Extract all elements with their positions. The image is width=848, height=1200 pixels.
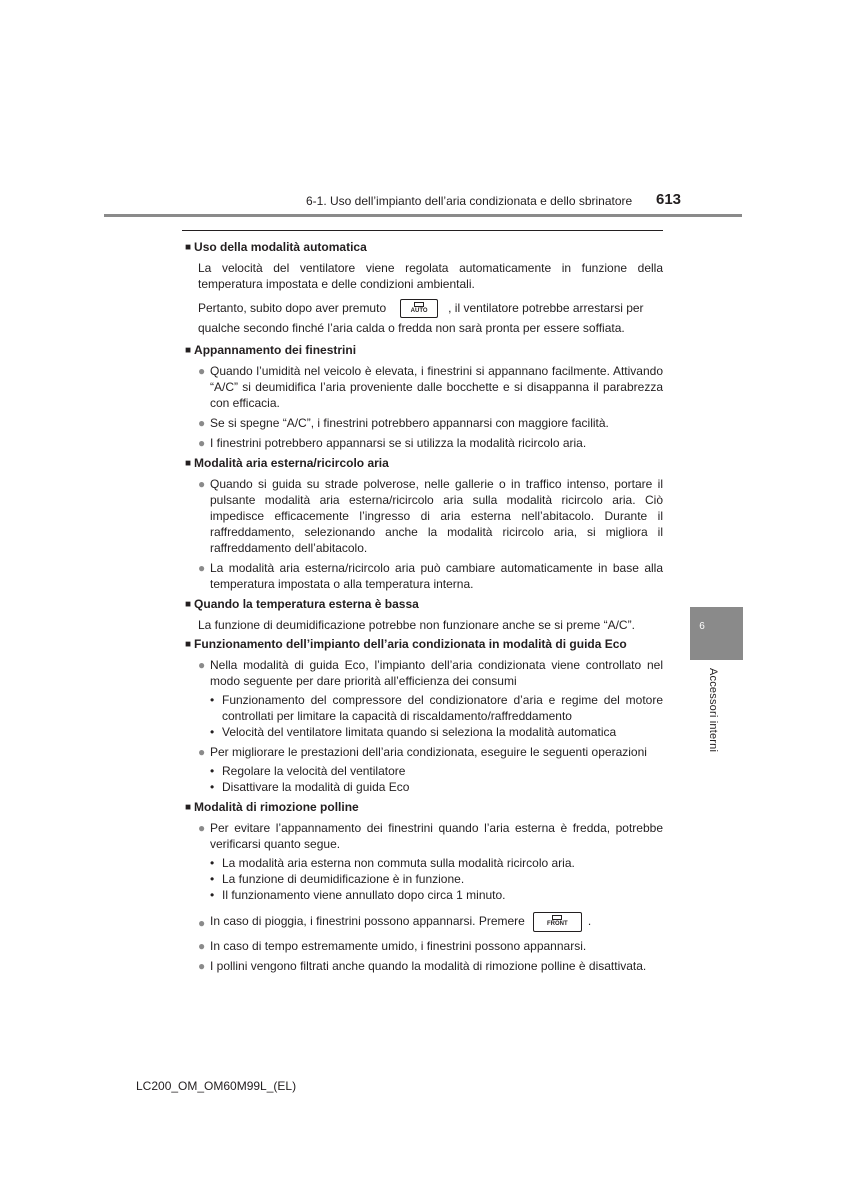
sub-bullet-icon: • bbox=[210, 780, 215, 795]
square-marker-icon: ■ bbox=[185, 599, 192, 611]
section-title-auto-mode: ■ Uso della modalità automatica bbox=[185, 240, 367, 254]
bullet-icon: ● bbox=[198, 959, 206, 974]
section-title-outside-recirculated-air: ■ Modalità aria esterna/ricircolo aria bbox=[185, 456, 389, 471]
square-marker-icon: ■ bbox=[185, 639, 192, 651]
list-item: ● Nella modalità di guida Eco, l’impianto dell’aria condizionata viene controllato nel modo seguente per dare priorità all’efficienza dei consumi bbox=[198, 658, 663, 689]
page-number: 613 bbox=[656, 191, 682, 208]
sub-bullet-icon: • bbox=[210, 764, 215, 779]
sub-list-item: • Regolare la velocità del ventilatore bbox=[210, 764, 406, 779]
list-item: ● In caso di tempo estremamente umido, i finestrini possono appannarsi. bbox=[198, 939, 587, 954]
sub-list-item: • Disattivare la modalità di guida Eco bbox=[210, 780, 410, 795]
section-title-low-outside-temp: ■ Quando la temperatura esterna è bassa bbox=[185, 597, 419, 612]
sub-list-item: • Velocità del ventilatore limitata quando si seleziona la modalità automatica bbox=[210, 725, 617, 740]
list-item: ● Quando l’umidità nel veicolo è elevata, i finestrini si appannano facilmente. Attivando “A/C” si deumidifica l’aria proveniente dalle bocchette e si disappanna il parabrezza con efficacia. bbox=[198, 364, 663, 411]
bullet-icon: ● bbox=[198, 939, 206, 954]
square-marker-icon: ■ bbox=[185, 345, 192, 357]
sub-list-item: • La funzione di deumidificazione è in funzione. bbox=[210, 872, 465, 887]
sub-bullet-icon: • bbox=[210, 693, 215, 708]
sub-bullet-icon: • bbox=[210, 725, 215, 740]
content-top-rule bbox=[182, 230, 663, 231]
paragraph: La funzione di deumidificazione potrebbe non funzionare anche se si preme “A/C”. bbox=[198, 618, 635, 633]
sub-list bbox=[185, 763, 663, 795]
list-item: ● I finestrini potrebbero appannarsi se si utilizza la modalità ricircolo aria. bbox=[198, 436, 587, 451]
bullet-icon: ● bbox=[198, 561, 206, 576]
bullet-icon: ● bbox=[198, 416, 206, 431]
chapter-label: Accessori interni bbox=[707, 668, 719, 753]
list-item: ● Se si spegne “A/C”, i finestrini potrebbero appannarsi con maggiore facilità. bbox=[198, 416, 609, 431]
bullet-icon: ● bbox=[198, 745, 206, 760]
front-defroster-button-icon: FRONT bbox=[533, 912, 582, 932]
sub-list-item: • La modalità aria esterna non commuta sulla modalità ricircolo aria. bbox=[210, 856, 575, 871]
list-item: ● I pollini vengono filtrati anche quando la modalità di rimozione polline è disattivata. bbox=[198, 959, 647, 974]
auto-button-icon: AUTO bbox=[400, 299, 438, 318]
bullet-icon: ● bbox=[198, 916, 206, 931]
bullet-icon: ● bbox=[198, 436, 206, 451]
section-title-window-fogging: ■ Appannamento dei finestrini bbox=[185, 343, 357, 358]
chapter-tab bbox=[690, 607, 743, 660]
sub-bullet-icon: • bbox=[210, 872, 215, 887]
section-title-eco-mode: ■ Funzionamento dell’impianto dell’aria condizionata in modalità di guida Eco bbox=[185, 637, 627, 652]
list-item: ● La modalità aria esterna/ricircolo aria può cambiare automaticamente in base alla temperatura impostata o alla temperatura interna. bbox=[198, 561, 663, 592]
square-marker-icon: ■ bbox=[185, 458, 192, 470]
sub-bullet-icon: • bbox=[210, 888, 215, 903]
sub-bullet-icon: • bbox=[210, 856, 215, 871]
bullet-icon: ● bbox=[198, 364, 206, 379]
sub-list bbox=[185, 692, 663, 740]
chapter-number: 6 bbox=[699, 621, 705, 632]
sub-list bbox=[185, 855, 663, 903]
bullet-icon: ● bbox=[198, 821, 206, 836]
paragraph: La velocità del ventilatore viene regolata automaticamente in funzione della temperatura impostata e delle condizioni ambientali. bbox=[198, 261, 663, 291]
square-marker-icon: ■ bbox=[185, 242, 192, 253]
square-marker-icon: ■ bbox=[185, 802, 192, 814]
footer-code: LC200_OM_OM60M99L_(EL) bbox=[136, 1079, 297, 1093]
list-item: ● Per migliorare le prestazioni dell’aria condizionata, eseguire le seguenti operazioni bbox=[198, 745, 647, 760]
paragraph: qualche secondo finché l’aria calda o fredda non sarà pronta per essere soffiata. bbox=[198, 321, 625, 336]
list-item: ● Quando si guida su strade polverose, nelle gallerie o in traffico intenso, portare il pulsante modalità aria esterna/ricircolo aria sulla modalità ricircolo aria. Ciò impedisce efficacemente l’ingresso di aria esterna nell’abitacolo. Durante il raffreddamento, selezionando anche la modalità ricircolo aria, si migliora il raffreddamento dell’abitacolo. bbox=[198, 477, 663, 556]
sub-list-item: • Il funzionamento viene annullato dopo circa 1 minuto. bbox=[210, 888, 506, 903]
paragraph-with-button: Pertanto, subito dopo aver premuto AUTO , il ventilatore potrebbe arrestarsi per bbox=[185, 298, 663, 318]
section-title-pollen-removal: ■ Modalità di rimozione polline bbox=[185, 800, 359, 815]
sub-list-item: • Funzionamento del compressore del condizionatore d’aria e regime del motore controllati per limitare la capacità di riscaldamento/raffreddamento bbox=[210, 693, 663, 724]
bullet-icon: ● bbox=[198, 477, 206, 492]
list-item: ● In caso di pioggia, i finestrini possono appannarsi. Premere FRONT . bbox=[185, 911, 663, 932]
page-content bbox=[185, 237, 663, 978]
header-title: 6-1. Uso dell’impianto dell’aria condizionata e dello sbrinatore bbox=[306, 194, 633, 208]
bullet-icon: ● bbox=[198, 658, 206, 673]
list-item: ● Per evitare l’appannamento dei finestrini quando l’aria esterna è fredda, potrebbe verificarsi quanto segue. bbox=[198, 821, 663, 852]
header-rule bbox=[104, 214, 742, 217]
